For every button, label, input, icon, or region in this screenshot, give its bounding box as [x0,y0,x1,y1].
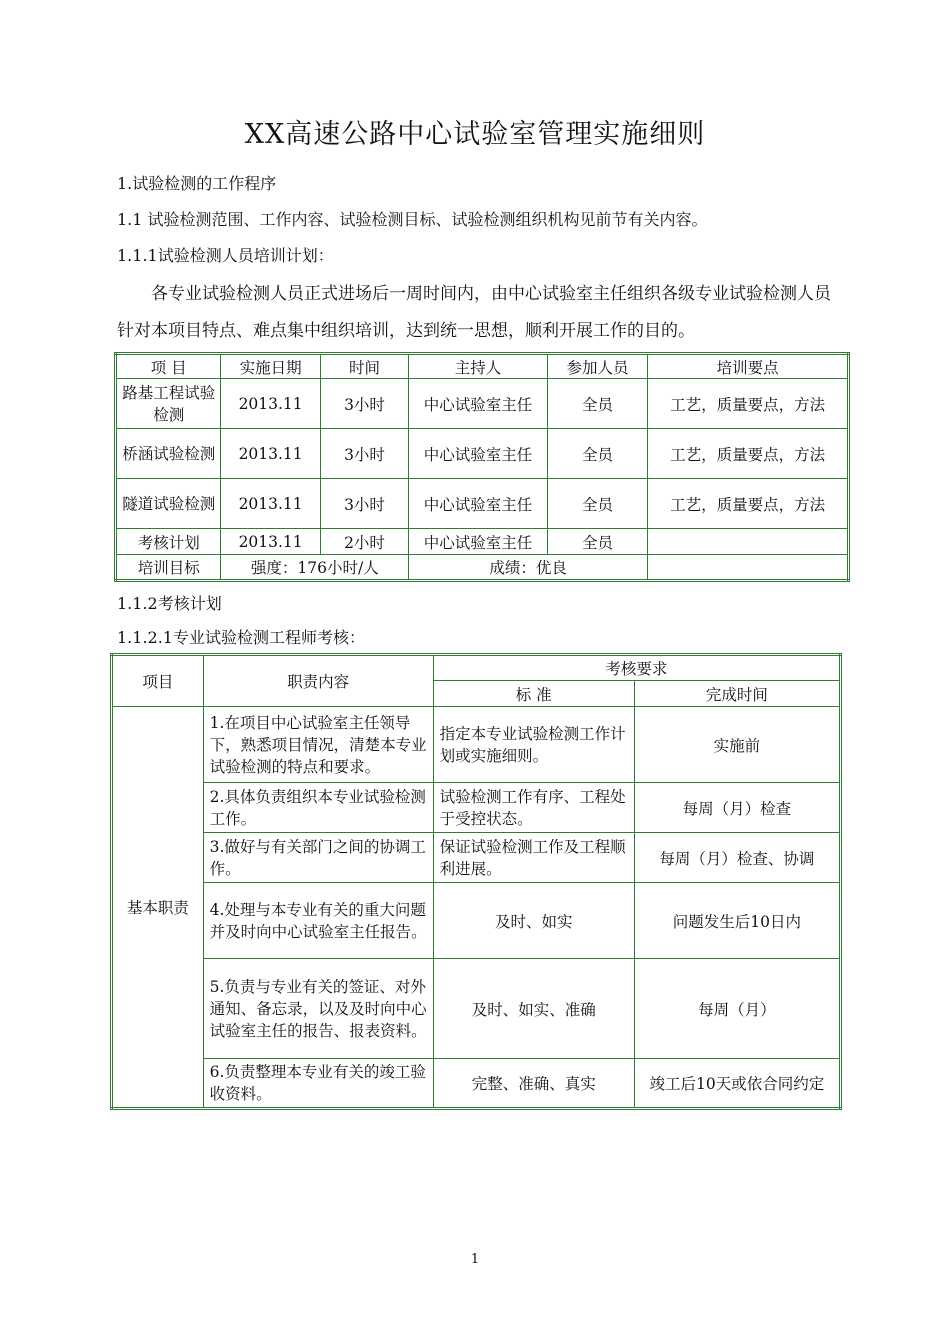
section-heading-1-1-2: 1.1.2考核计划 [117,594,222,613]
table-cell: 路基工程试验检测 [116,379,221,429]
table-cell: 中心试验室主任 [409,429,548,479]
duty-cell: 6.负责整理本专业有关的竣工验收资料。 [203,1059,433,1109]
header-cell: 项 目 [116,354,221,379]
header-cell: 培训要点 [648,354,849,379]
table-cell: 2013.11 [221,479,320,529]
duty-cell: 2.具体负责组织本专业试验检测工作。 [203,783,433,833]
table-header-row [116,354,849,379]
table-cell: 全员 [547,379,647,429]
deadline-cell: 实施前 [634,707,840,783]
standard-cell: 试验检测工作有序、工程处于受控状态。 [433,783,634,833]
table-cell: 工艺，质量要点，方法 [648,429,849,479]
table-cell: 3小时 [320,479,408,529]
training-paragraph-text: 各专业试验检测人员正式进场后一周时间内，由中心试验室主任组织各级专业试验检测人员针对本项目特点、难点集中组织培训，达到统一思想，顺利开展工作的目的。 [117,284,831,341]
header-cell: 主持人 [409,354,548,379]
training-goal-label: 培训目标 [116,555,221,581]
page-number: 1 [470,1252,480,1267]
standard-cell: 保证试验检测工作及工程顺利进展。 [433,833,634,883]
training-paragraph [117,276,837,350]
deadline-cell: 竣工后10天或依合同约定 [634,1059,840,1109]
table-cell: 中心试验室主任 [409,479,548,529]
table-row [116,479,849,529]
training-intensity: 强度：176小时/人 [221,555,409,581]
header-item: 项目 [112,655,204,707]
assessment-table [110,653,842,1110]
table-cell: 全员 [547,429,647,479]
deadline-cell: 每周（月）检查、协调 [634,833,840,883]
training-result: 成绩：优良 [409,555,648,581]
table-row [116,529,849,555]
deadline-cell: 每周（月） [634,959,840,1059]
duty-cell: 5.负责与专业有关的签证、对外通知、备忘录，以及及时向中心试验室主任的报告、报表资料。 [203,959,433,1059]
section-heading-1-1-2-1: 1.1.2.1专业试验检测工程师考核： [117,628,365,647]
section-heading-1-1-1: 1.1.1试验检测人员培训计划： [117,246,334,265]
table-row [112,707,841,783]
table-row [112,833,841,883]
training-plan-table [114,352,850,582]
duty-cell: 3.做好与有关部门之间的协调工作。 [203,833,433,883]
table-cell: 中心试验室主任 [409,379,548,429]
deadline-cell: 问题发生后10日内 [634,883,840,959]
table-cell: 工艺，质量要点，方法 [648,479,849,529]
header-cell: 时间 [320,354,408,379]
header-requirement: 考核要求 [433,655,840,681]
table-cell: 考核计划 [116,529,221,555]
table-cell: 2013.11 [221,379,320,429]
header-deadline: 完成时间 [634,681,840,707]
table-cell: 2013.11 [221,429,320,479]
deadline-cell: 每周（月）检查 [634,783,840,833]
header-duty: 职责内容 [203,655,433,707]
table-cell: 全员 [547,529,647,555]
table-cell: 全员 [547,479,647,529]
table-cell: 2小时 [320,529,408,555]
table-cell: 2013.11 [221,529,320,555]
table-footer-row [116,555,849,581]
section-heading-1-1: 1.1 试验检测范围、工作内容、试验检测目标、试验检测组织机构见前节有关内容。 [117,210,708,229]
table-cell: 桥涵试验检测 [116,429,221,479]
header-cell: 实施日期 [221,354,320,379]
table-row [112,1059,841,1109]
duty-cell: 4.处理与本专业有关的重大问题并及时向中心试验室主任报告。 [203,883,433,959]
page-title: XX高速公路中心试验室管理实施细则 [244,119,706,150]
header-cell: 参加人员 [547,354,647,379]
table-header-row [112,655,841,681]
table-cell: 工艺，质量要点，方法 [648,379,849,429]
table-cell: 3小时 [320,429,408,479]
table-row [112,959,841,1059]
table-row [112,883,841,959]
table-cell: 3小时 [320,379,408,429]
table-row [116,429,849,479]
standard-cell: 及时、如实、准确 [433,959,634,1059]
standard-cell: 指定本专业试验检测工作计划或实施细则。 [433,707,634,783]
table-cell [648,529,849,555]
section-heading-1: 1.试验检测的工作程序 [117,174,277,193]
table-row [116,379,849,429]
header-standard: 标 准 [433,681,634,707]
table-row [112,783,841,833]
group-label: 基本职责 [112,707,204,1109]
table-cell: 中心试验室主任 [409,529,548,555]
duty-cell: 1.在项目中心试验室主任领导下，熟悉项目情况，清楚本专业试验检测的特点和要求。 [203,707,433,783]
standard-cell: 完整、准确、真实 [433,1059,634,1109]
standard-cell: 及时、如实 [433,883,634,959]
table-cell-empty [648,555,849,581]
table-cell: 隧道试验检测 [116,479,221,529]
